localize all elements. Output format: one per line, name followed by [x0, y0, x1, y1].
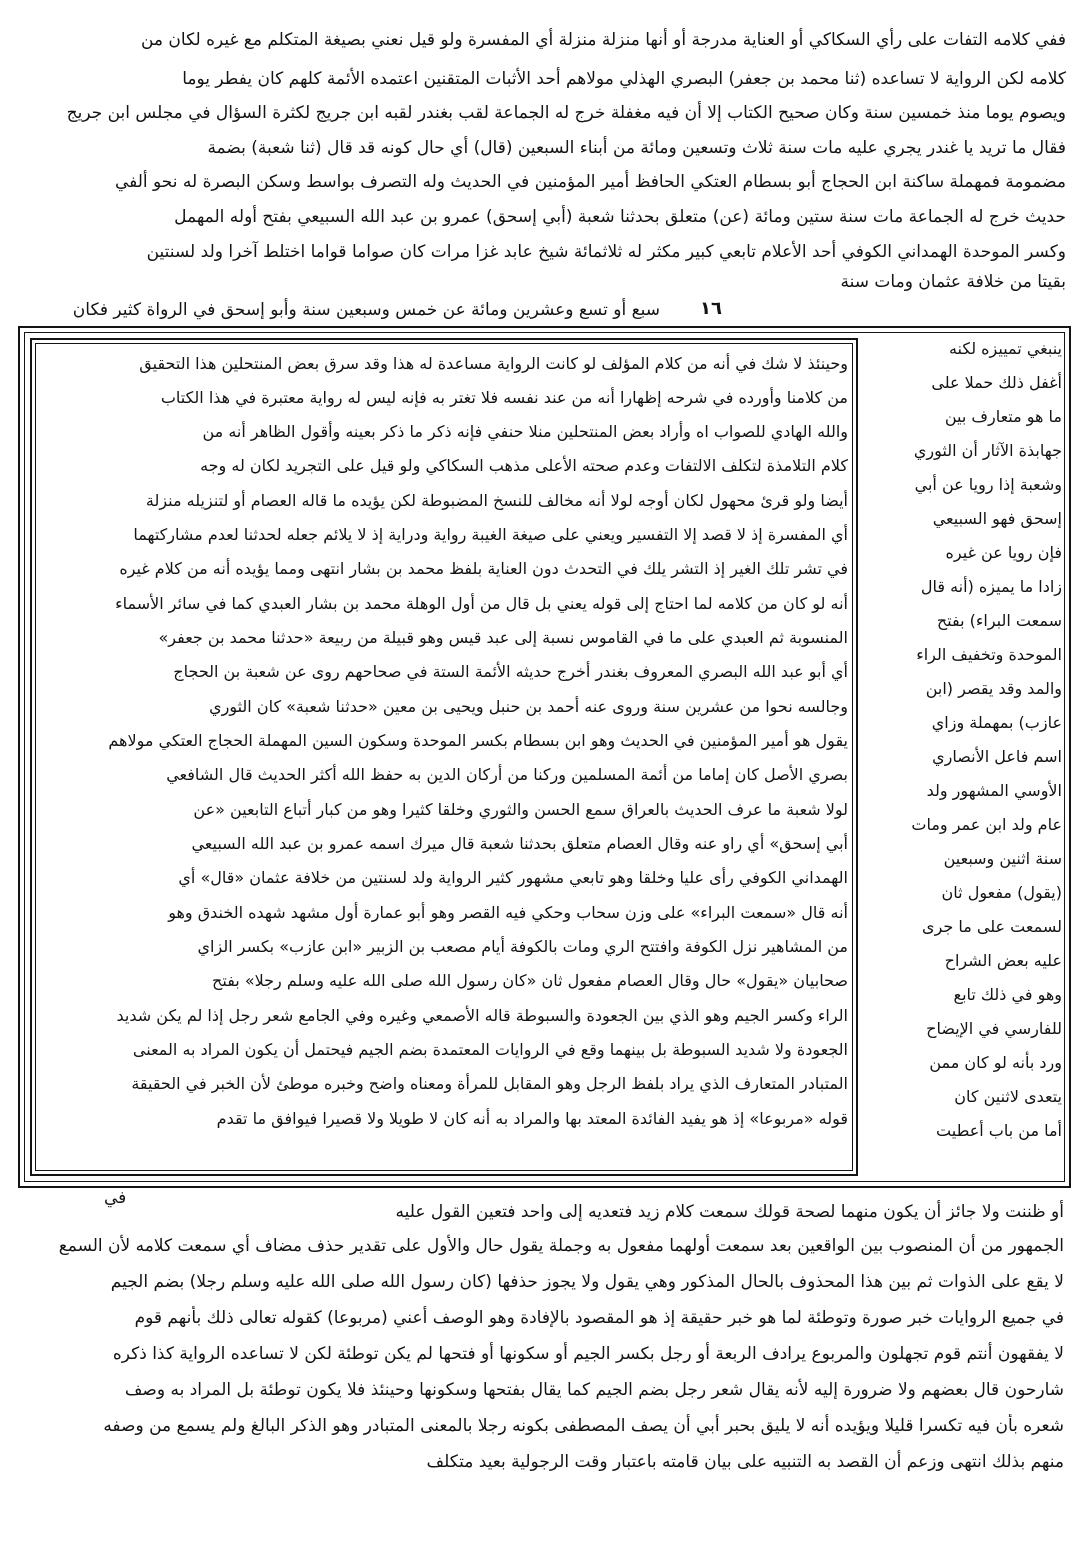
text-line: والمد وقد يقصر (ابن	[925, 679, 1062, 698]
text-line: لسمعت على ما جرى	[922, 917, 1062, 936]
catchword: في	[104, 1188, 127, 1208]
text-line: كلامه لكن الرواية لا تساعده (ثنا محمد بن جعفر) البصري الهذلي مولاهم أحد الأثبات المتقنين اعتمده الأئمة كلهم كان يفطر يوما	[182, 69, 1066, 89]
text-line: بقيتا من خلافة عثمان ومات سنة	[840, 272, 1066, 292]
text-line: في جميع الروايات خبر صورة وتوطئة لما هو خبر حقيقة إذ هو المقصود بالإفادة وهو الوصف أعني (مربوعا) كقوله تعالى ذلك بأنهم قوم	[134, 1308, 1064, 1328]
text-line: أيضا ولو قرئ محهول لكان أوجه لولا أنه مخالف للنسخ المضبوطة لكن يؤيده ما قاله العصام أو لتنزيله منزلة	[145, 491, 848, 510]
text-line: يقول هو أمير المؤمنين في الحديث وهو ابن بسطام بكسر الموحدة وسكون السين المهملة الحجاج العتكي مولاهم	[108, 731, 848, 750]
text-line: ينبغي تمييزه لكنه	[948, 339, 1062, 358]
text-line: الجعودة ولا شديد السبوطة بل بينهما وقع في الروايات المعتمدة بضم الجيم فيحتمل أن يكون المراد به المعنى	[132, 1040, 848, 1059]
text-line: أي أبو عبد الله البصري المعروف بغندر أخرج حديثه الأئمة الستة في صحاحهم روى عن شعبة بن الحجاج	[173, 662, 848, 681]
text-line: فقال ما تريد يا غندر يجري عليه مات سنة ثلاث وتسعين ومائة من أبناء السبعين (قال) أي حال كونه قد قال (ثنا شعبة) بضمة	[207, 138, 1066, 158]
text-line: ويصوم يوما منذ خمسين سنة وكان صحيح الكتاب إلا أن فيه مغفلة خرج له الجماعة لقب بغندر لقبه ابن جريج لكثرة السؤال في مجلس ابن جريج	[66, 103, 1066, 123]
text-line: مضمومة فمهملة ساكنة ابن الحجاج أبو بسطام العتكي الحافظ أمير المؤمنين في الحديث وله التصرف بواسط وسكن البصرة له نحو ألفي	[114, 172, 1066, 192]
text-line: أي المفسرة إذ لا قصد إلا التفسير ويعني على صيغة الغيبة رواية ودراية إذ لا يلائم جعله لحدثنا لعدم مشاركتهما	[133, 525, 848, 544]
text-line: سبع أو تسع وعشرين ومائة عن خمس وسبعين سنة وأبو إسحق في الرواة كثير فكان	[72, 300, 660, 320]
text-line: يتعدى لاثنين كان	[954, 1087, 1062, 1106]
text-line: سنة اثنين وسبعين	[943, 849, 1062, 868]
text-line: لا يفقهون أنتم قوم تجهلون والمربوع يرادف الربعة أو رجل بكسر الجيم أو سكونها أو فتحها لم يكن توطئة لكن لا تساعده الرواية كذا ذكره	[112, 1344, 1064, 1364]
text-line: أما من باب أعطيت	[936, 1121, 1062, 1140]
text-line: الموحدة وتخفيف الراء	[916, 645, 1062, 664]
text-line: الراء وكسر الجيم وهو الذي بين الجعودة والسبوطة قاله الأصمعي وغيره وفي الجامع شعر رجل إذا لم يكن شديد	[116, 1006, 848, 1025]
text-line: للفارسي في الإيضاح	[926, 1019, 1062, 1038]
text-line: صحابيان «يقول» حال وقال العصام مفعول ثان «كان رسول الله صلى الله عليه وسلم رجلا» بفتح	[212, 971, 848, 990]
text-line: منهم بذلك انتهى وزعم أن القصد به التنبيه على بيان قامته باعتبار وقت الرجولية بعيد متكلف	[426, 1452, 1064, 1472]
text-line: بصري الأصل كان إماما من أئمة المسلمين وركنا من أركان الدين به حفظ الله أكثر الحديث قال الشافعي	[166, 765, 848, 784]
text-line: وكسر الموحدة الهمداني الكوفي أحد الأعلام تابعي كبير مكثر له ثلاثمائة شيخ عابد غزا مرات كان صواما قواما اختلط آخرا ولد لسنتين	[146, 242, 1066, 262]
text-line: (يقول) مفعول ثان	[941, 883, 1062, 902]
text-line: ما هو متعارف بين	[944, 407, 1062, 426]
text-line: عازب) بمهملة وزاي	[931, 713, 1062, 732]
text-line: ورد بأنه لو كان ممن	[929, 1053, 1062, 1072]
text-line: إسحق فهو السبيعي	[932, 509, 1062, 528]
text-line: المنسوبة ثم العبدي على ما في القاموس نسبة إلى عبد قيس وهو قبيلة من ربيعة «حدثنا محمد بن جعفر»	[158, 628, 848, 647]
text-line: في تشر تلك الغير إذ التشر يلك في التحدث دون العناية بلفظ محمد بن بشار انتهى ومما يؤيده أنه من كلام غيره	[119, 559, 848, 578]
text-line: وهو في ذلك تابع	[953, 985, 1062, 1004]
text-line: اسم فاعل الأنصاري	[932, 747, 1062, 766]
text-line: أو ظننت ولا جائز أن يكون منهما لصحة قولك سمعت كلام زيد فتعديه إلى واحد فتعين القول عليه	[395, 1202, 1064, 1222]
text-line: أنه لو كان من كلامه لما احتاج إلى قوله يعني بل قال من أول الوهلة محمد بن بشار العبدي كما في سائر الأسماء	[115, 594, 848, 613]
text-line: وحينئذ لا شك في أنه من كلام المؤلف لو كانت الرواية مساعدة له هذا وقد سرق بعض المنتحلين هذا التحقيق	[139, 354, 848, 373]
text-line: وشعبة إذا رويا عن أبي	[914, 475, 1062, 494]
text-line: وجالسه نحوا من عشرين سنة وروى عنه أحمد بن حنبل ويحيى بن معين «حدثنا شعبة» كان الثوري	[209, 697, 848, 716]
text-line: عليه بعض الشراح	[944, 951, 1062, 970]
text-line: الجمهور من أن المنصوب بين الواقعين بعد سمعت أولهما مفعول به وجملة يقول حال والأول على تقدير حذف مضاف أي سمعت كلامه لأن السمع	[58, 1236, 1064, 1256]
text-line: سمعت البراء) بفتح	[936, 611, 1062, 630]
text-line: عام ولد ابن عمر ومات	[911, 815, 1062, 834]
text-line: أغفل ذلك حملا على	[931, 373, 1062, 392]
text-line: الأوسي المشهور ولد	[926, 781, 1062, 800]
text-line: الهمداني الكوفي رأى عليا وخلقا وهو تابعي مشهور كثير الرواية ولد لسنتين من خلافة عثمان «قال» أي	[178, 868, 848, 887]
page-number: ١٦	[700, 298, 722, 319]
text-line: حديث خرج له الجماعة مات سنة ستين ومائة (عن) متعلق بحدثنا شعبة (أبي إسحق) عمرو بن عبد الله السبيعي بفتح أوله المهمل	[174, 207, 1066, 227]
text-line: قوله «مربوعا» إذ هو يفيد الفائدة المعتد بها والمراد به أنه كان لا طويلا ولا قصيرا فيوافق ما تقدم	[216, 1109, 848, 1128]
text-line: والله الهادي للصواب اه وأراد بعض المنتحلين منلا حنفي فإنه ذكر ما ذكر بعينه وأقول الظاهر أنه من	[202, 422, 848, 441]
text-line: شعره بأن فيه تكسرا قليلا ويؤيده أنه لا يليق بحبر أبي أن يصف المصطفى بكونه رجلا بالمعنى المتبادر وهو الذكر البالغ ولم يسمع من وصفه	[103, 1416, 1064, 1436]
text-line: زادا ما يميزه (أنه قال	[920, 577, 1062, 596]
text-line: لولا شعبة ما عرف الحديث بالعراق سمع الحسن والثوري وخلقا كثيرا وهو من كبار أتباع التابعين «عن	[193, 800, 848, 819]
text-line: ففي كلامه التفات على رأي السكاكي أو العناية مدرجة أو أنها منزلة منزلة أي المفسرة ولو قيل نعني بصيغة المتكلم مع غيره لكان من	[140, 30, 1066, 50]
text-line: أبي إسحق» أي راو عنه وقال العصام متعلق بحدثنا شعبة قال ميرك اسمه عمرو بن عبد الله السبيعي	[191, 834, 848, 853]
text-line: كلام التلامذة لتكلف الالتفات وعدم صحته الأعلى مذهب السكاكي ولو قيل على التجريد لكان له وجه	[200, 456, 848, 475]
text-line: أنه قال «سمعت البراء» على وزن سحاب وحكي فيه القصر وهو أبو عمارة أول مشهد شهده الخندق وهو	[168, 903, 848, 922]
text-line: من المشاهير نزل الكوفة وافتتح الري ومات بالكوفة أيام مصعب بن الزبير «ابن عازب» بكسر الزاي	[197, 937, 848, 956]
text-line: شارحون قال بعضهم ولا ضرورة إليه لأنه يقال شعر رجل بضم الجيم كما يقال بفتحها وسكونها وحينئذ فلا يكون توطئة بل المراد به وصف	[124, 1380, 1064, 1400]
text-line: جهابذة الآثار أن الثوري	[913, 441, 1062, 460]
text-line: فإن رويا عن غيره	[945, 543, 1062, 562]
text-line: من كلامنا وأورده في شرحه إظهارا أنه من عند نفسه فلا تغتر به فإنه ليس له رواية معتبرة في هذا الكتاب	[160, 388, 848, 407]
text-line: لا يقع على الذوات ثم بين هذا المحذوف بالحال المذكور وهي يقول ولا يجوز حذفها (كان رسول الله صلى الله عليه وسلم رجلا) بضم الجيم	[110, 1272, 1064, 1292]
text-line: المتبادر المتعارف الذي يراد بلفظ الرجل وهو المقابل للمرأة ومعناه واضح وخبره موطئ لأن الخبر في الحقيقة	[131, 1074, 848, 1093]
